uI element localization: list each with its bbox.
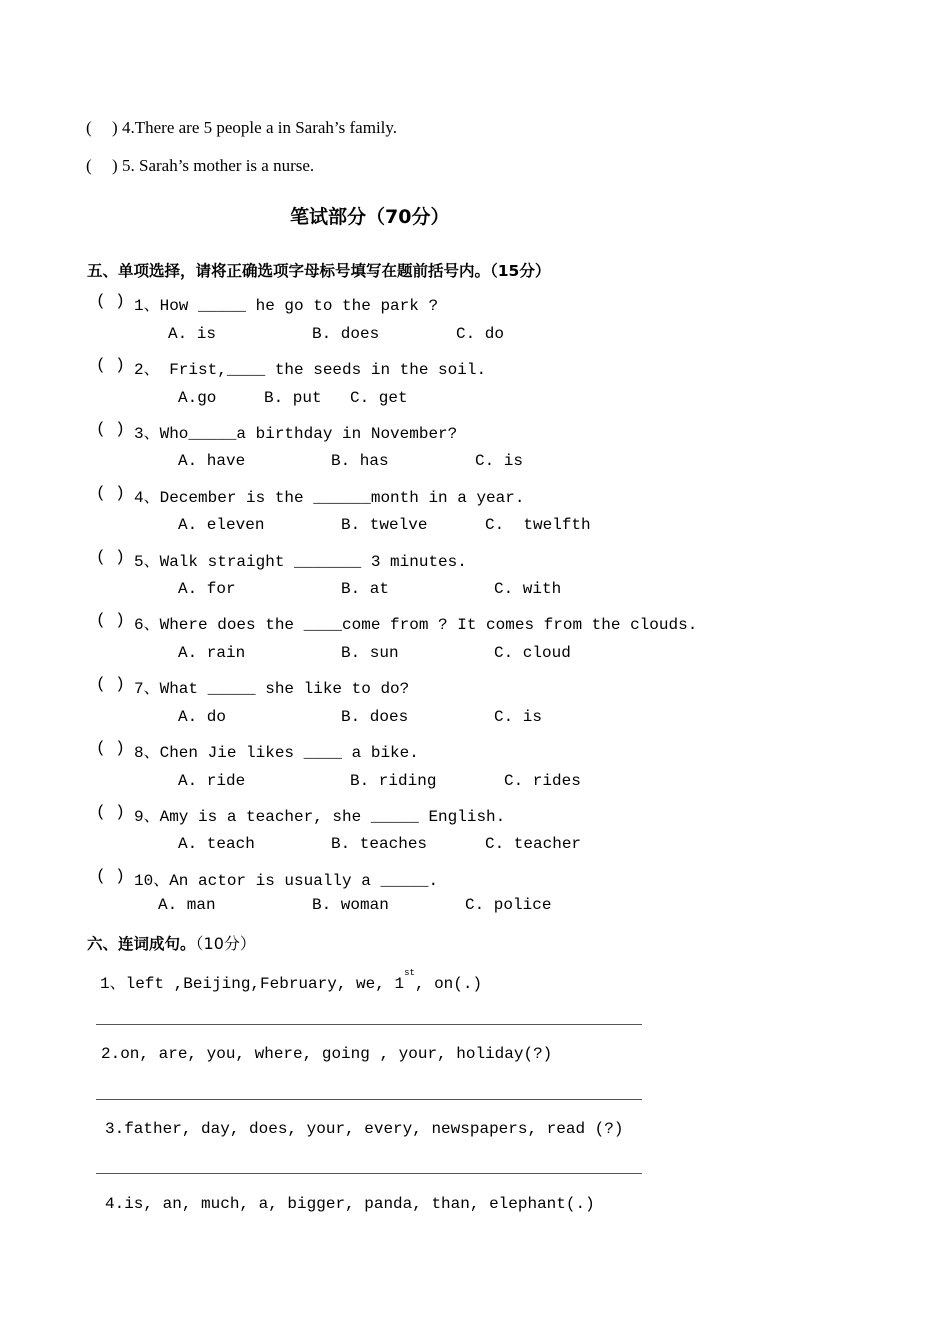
option-c: C. rides: [504, 772, 581, 790]
answer-paren[interactable]: ( ): [96, 867, 125, 885]
option-b: B. sun: [341, 644, 399, 662]
reorder-words-end: , on(.): [414, 975, 483, 993]
question-stem: 9、Amy is a teacher, she _____ English.: [134, 808, 506, 826]
option-c: C. get: [350, 389, 408, 407]
written-section-title: 笔试部分（70分）: [290, 206, 450, 228]
option-c: C. is: [475, 452, 524, 470]
option-a: A. rain: [178, 644, 246, 662]
question-stem: 1、How _____ he go to the park ?: [134, 297, 439, 315]
section5-heading: 五、单项选择，请将正确选项字母标号填写在题前括号内。（15分）: [87, 262, 551, 280]
option-c: C. with: [494, 580, 562, 598]
option-b: B. does: [312, 325, 380, 343]
ordinal-suffix: st: [404, 968, 415, 978]
listening-statement: 4.There are 5 people a in Sarah’s family.: [122, 118, 398, 137]
section6-heading: 六、连词成句。: [87, 935, 196, 953]
answer-paren[interactable]: ( ): [96, 420, 125, 438]
question-stem: 6、Where does the ____come from ? It comes from the clouds.: [134, 616, 698, 634]
question-stem: 2、 Frist,____ the seeds in the soil.: [134, 361, 487, 379]
answer-paren[interactable]: ( ): [96, 675, 125, 693]
option-b: B. has: [331, 452, 389, 470]
option-b: B. woman: [312, 896, 389, 914]
option-a: A. for: [178, 580, 236, 598]
answer-paren[interactable]: ( ): [96, 611, 125, 629]
option-c: C. is: [494, 708, 543, 726]
option-a: A. eleven: [178, 516, 265, 534]
answer-paren[interactable]: ( ): [96, 803, 125, 821]
reorder-item-1: [100, 970, 482, 993]
option-c: C. cloud: [494, 644, 571, 662]
question-stem: 7、What _____ she like to do?: [134, 680, 410, 698]
answer-paren-open[interactable]: (: [86, 156, 92, 175]
option-a: A. is: [168, 325, 217, 343]
question-stem: 8、Chen Jie likes ____ a bike.: [134, 744, 419, 762]
reorder-item-2: 2.on, are, you, where, going , your, holiday(?): [101, 1045, 553, 1063]
reorder-item-4: 4.is, an, much, a, bigger, panda, than, elephant(.): [105, 1195, 595, 1213]
option-a: A. ride: [178, 772, 246, 790]
option-b: B. riding: [350, 772, 437, 790]
option-a: A. man: [158, 896, 216, 914]
option-c: C. police: [465, 896, 552, 914]
option-b: B. teaches: [331, 835, 428, 853]
option-c: C. teacher: [485, 835, 582, 853]
answer-line-1[interactable]: [96, 1024, 642, 1025]
option-a: A. have: [178, 452, 246, 470]
answer-paren[interactable]: ( ): [96, 292, 125, 310]
option-a: A. do: [178, 708, 227, 726]
answer-paren[interactable]: ( ): [96, 484, 125, 502]
reorder-item-3: 3.father, day, does, your, every, newspapers, read (?): [105, 1120, 624, 1138]
question-stem: 4、December is the ______month in a year.: [134, 489, 525, 507]
reorder-words: 1、left ,Beijing,February, we, 1: [100, 975, 405, 993]
question-stem: 5、Walk straight _______ 3 minutes.: [134, 553, 467, 571]
option-b: B. twelve: [341, 516, 428, 534]
option-b: B. put: [264, 389, 322, 407]
option-c: C. twelfth: [485, 516, 591, 534]
answer-paren[interactable]: ( ): [96, 739, 125, 757]
answer-paren[interactable]: ( ): [96, 548, 125, 566]
option-b: B. at: [341, 580, 390, 598]
answer-line-3[interactable]: [96, 1173, 642, 1174]
answer-paren[interactable]: ( ): [96, 356, 125, 374]
question-stem: 10、An actor is usually a _____.: [134, 872, 439, 890]
option-a: A.go: [178, 389, 217, 407]
option-a: A. teach: [178, 835, 255, 853]
section6-heading-row: [87, 931, 256, 954]
answer-paren-close: ): [112, 156, 118, 175]
listening-statement: 5. Sarah’s mother is a nurse.: [122, 156, 315, 175]
option-b: B. does: [341, 708, 409, 726]
section6-score: （10分）: [195, 934, 256, 953]
option-c: C. do: [456, 325, 505, 343]
question-stem: 3、Who_____a birthday in November?: [134, 425, 458, 443]
answer-paren-close: ): [112, 118, 118, 137]
answer-line-2[interactable]: [96, 1099, 642, 1100]
answer-paren-open[interactable]: (: [86, 118, 92, 137]
